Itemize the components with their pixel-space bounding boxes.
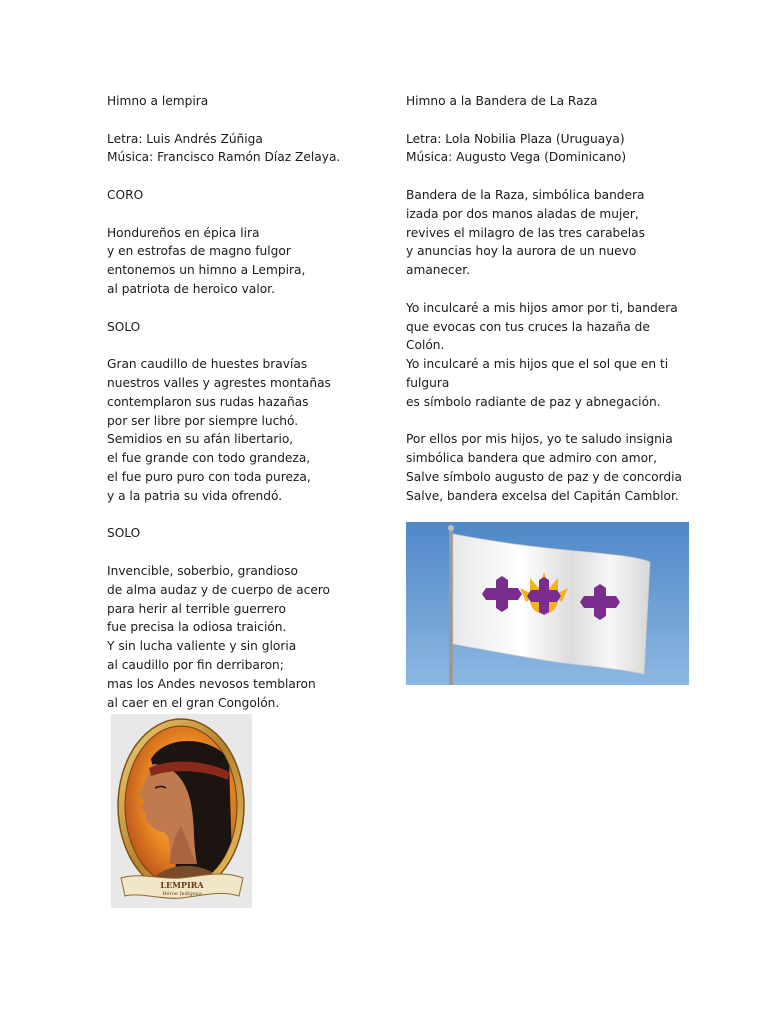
lempira-hymn-text-line: contemplaron sus rudas hazañas — [107, 394, 309, 409]
bandera-hymn-text-line: izada por dos manos aladas de mujer, — [406, 206, 639, 221]
lempira-hymn-text-line: Hondureños en épica lira — [107, 225, 260, 240]
lempira-hymn-text-line: fue precisa la odiosa traición. — [107, 620, 287, 635]
lempira-hymn-text-line: el fue grande con todo grandeza, — [107, 451, 311, 466]
lempira-hymn-text-line: y en estrofas de magno fulgor — [107, 244, 291, 259]
bandera-hymn-text-line: que evocas con tus cruces la hazaña de — [406, 319, 650, 334]
right-column — [406, 92, 696, 506]
lempira-hymn-blank-line — [107, 205, 387, 224]
bandera-hymn-blank-line — [406, 111, 696, 130]
bandera-hymn-text-line: revives el milagro de las tres carabelas — [406, 225, 645, 240]
lempira-hymn-text-line: Letra: Luis Andrés Zúñiga — [107, 131, 263, 146]
lempira-hymn-blank-line — [107, 299, 387, 318]
bandera-hymn-text-line: y anuncias hoy la aurora de un nuevo — [406, 244, 637, 259]
lempira-hymn-text-line: al patriota de heroico valor. — [107, 281, 275, 296]
bandera-hymn-text-line: amanecer. — [406, 263, 470, 278]
bandera-hymn-text-line: Yo inculcaré a mis hijos amor por ti, bandera — [406, 300, 678, 315]
bandera-hymn-text-line: Letra: Lola Nobilia Plaza (Uruguaya) — [406, 131, 625, 146]
lempira-hymn-text-line: Gran caudillo de huestes bravías — [107, 357, 308, 372]
bandera-hymn-text-line: Salve símbolo augusto de paz y de concordia — [406, 469, 683, 484]
bandera-hymn-text-line: Música: Augusto Vega (Dominicano) — [406, 150, 627, 165]
lempira-hymn-blank-line — [107, 543, 387, 562]
bandera-hymn-text-line: fulgura — [406, 375, 450, 390]
portrait-caption-sub: Héroe Indígena — [162, 891, 202, 897]
flag-of-la-raza-image — [406, 522, 689, 685]
bandera-hymn-text-line: Por ellos por mis hijos, yo te saludo insignia — [406, 432, 673, 447]
bandera-hymn-text-line: Yo inculcaré a mis hijos que el sol que en ti — [406, 357, 669, 372]
lempira-hymn-text-line: entonemos un himno a Lempira, — [107, 263, 306, 278]
portrait-caption-name: LEMPIRA — [160, 880, 204, 890]
lempira-hymn-text-line: Y sin lucha valiente y sin gloria — [107, 639, 297, 654]
lempira-hymn-text-line: y a la patria su vida ofrendó. — [107, 488, 283, 503]
lempira-hymn-text-line: Invencible, soberbio, grandioso — [107, 563, 298, 578]
bandera-hymn-text-line: Colón. — [406, 338, 445, 353]
lempira-hymn-text-line: al caer en el gran Congolón. — [107, 695, 280, 710]
lempira-hymn-text-line: Música: Francisco Ramón Díaz Zelaya. — [107, 150, 341, 165]
lempira-hymn-text-line: nuestros valles y agrestes montañas — [107, 375, 331, 390]
bandera-hymn-blank-line — [406, 280, 696, 299]
left-column — [107, 92, 387, 712]
lempira-hymn-text-line: Semidios en su afán libertario, — [107, 432, 294, 447]
lempira-hymn-text-line: Himno a lempira — [107, 94, 209, 108]
lempira-hymn-text-line: para herir al terrible guerrero — [107, 601, 286, 616]
lempira-hymn-text-line: de alma audaz y de cuerpo de acero — [107, 582, 331, 597]
lempira-hymn-text-line: el fue puro puro con toda pureza, — [107, 469, 311, 484]
bandera-hymn-text-line: es símbolo radiante de paz y abnegación. — [406, 394, 661, 409]
lempira-hymn-text-line: por ser libre por siempre luchó. — [107, 413, 299, 428]
lempira-hymn-text-line: SOLO — [107, 319, 141, 334]
bandera-hymn-blank-line — [406, 167, 696, 186]
lempira-hymn-blank-line — [107, 336, 387, 355]
lempira-hymn-blank-line — [107, 506, 387, 525]
bandera-hymn-blank-line — [406, 412, 696, 431]
lempira-hymn-text-line: al caudillo por fin derribaron; — [107, 657, 284, 672]
lempira-hymn-text-line: mas los Andes nevosos temblaron — [107, 676, 316, 691]
bandera-hymn-text-line: simbólica bandera que admiro con amor, — [406, 451, 657, 466]
lempira-hymn-blank-line — [107, 167, 387, 186]
lempira-hymn-blank-line — [107, 111, 387, 130]
lempira-hymn-text-line: CORO — [107, 187, 144, 202]
lempira-hymn-text-line: SOLO — [107, 526, 141, 541]
bandera-hymn-text-line: Himno a la Bandera de La Raza — [406, 94, 598, 108]
bandera-hymn-text-line: Salve, bandera excelsa del Capitán Camblor. — [406, 488, 679, 503]
lempira-portrait-image — [111, 714, 252, 908]
bandera-hymn-text-line: Bandera de la Raza, simbólica bandera — [406, 187, 645, 202]
